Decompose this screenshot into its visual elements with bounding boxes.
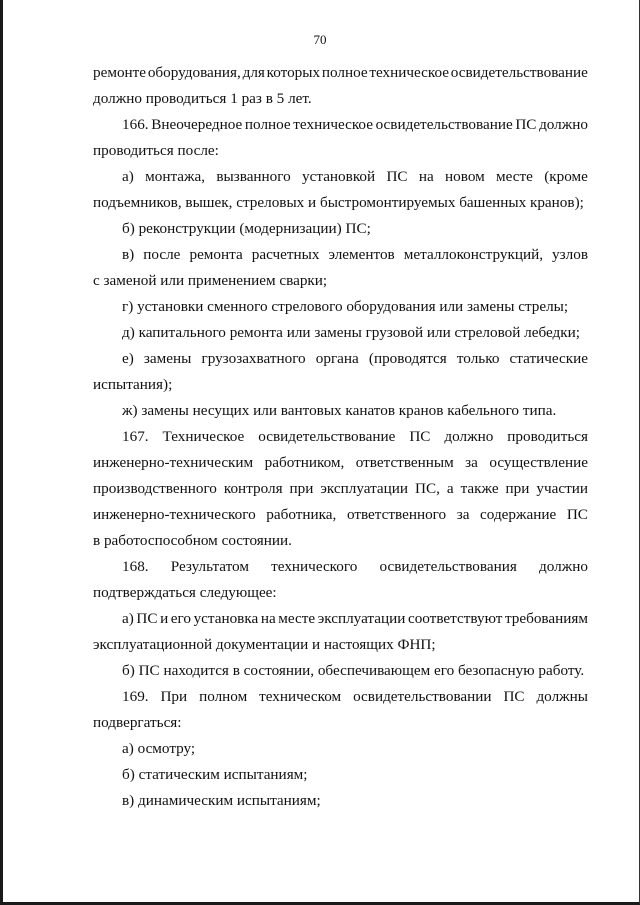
word: на: [260, 610, 276, 627]
text-line: в) динамическим испытаниям;: [122, 792, 321, 809]
word: техническом: [259, 688, 342, 705]
word: освидетельствование: [450, 64, 588, 81]
word: инженерно-техническим: [93, 454, 254, 471]
word: за: [465, 454, 478, 471]
word: оборудования,: [147, 64, 241, 81]
word: его: [170, 610, 191, 627]
text-line: в работоспособном состоянии.: [93, 532, 292, 549]
word: инженерно-технического: [93, 506, 256, 523]
word: и: [160, 610, 169, 627]
word: 166.: [122, 116, 149, 133]
word: также: [460, 480, 499, 497]
word: расчетных: [251, 246, 320, 263]
word: которых: [266, 64, 321, 81]
word: работником,: [264, 454, 345, 471]
word: ПС: [409, 428, 431, 445]
word: статические: [509, 350, 588, 367]
word: месте: [496, 168, 533, 185]
word: участии: [536, 480, 588, 497]
word: освидетельствование: [375, 116, 513, 133]
word: (проводятся: [368, 350, 447, 367]
word: Техническое: [162, 428, 245, 445]
word: а): [122, 168, 134, 185]
word: освидетельствовании: [353, 688, 492, 705]
word: ПС: [136, 610, 158, 627]
word: органа: [315, 350, 359, 367]
word: ПС: [503, 688, 525, 705]
word: ПС,: [414, 480, 440, 497]
text-line: подтверждаться следующее:: [93, 584, 277, 601]
text-line: б) реконструкции (модернизации) ПС;: [122, 220, 371, 237]
text-line: испытания);: [93, 376, 173, 393]
word: проводиться: [507, 428, 588, 445]
word: Внеочередное: [151, 116, 243, 133]
word: контроля: [223, 480, 283, 497]
word: эксплуатации: [317, 610, 406, 627]
text-line: подвергаться:: [93, 714, 182, 731]
word: должно: [444, 428, 494, 445]
word: 168.: [122, 558, 149, 575]
word: полном: [199, 688, 248, 705]
text-line: б) статическим испытаниям;: [122, 766, 308, 783]
text-line: г) установки сменного стрелового оборудования или замены стрелы;: [122, 298, 569, 315]
word: установка: [193, 610, 259, 627]
text-line: ж) замены несущих или вантовых канатов кранов кабельного типа.: [122, 402, 557, 419]
word: узлов: [552, 246, 588, 263]
word: ПС: [386, 168, 408, 185]
word: полное: [244, 116, 291, 133]
word: при: [289, 480, 314, 497]
text-line: [93, 684, 588, 710]
word: грузозахватного: [201, 350, 306, 367]
word: месте: [278, 610, 316, 627]
text-line: [93, 554, 588, 580]
word: только: [456, 350, 500, 367]
word: работника,: [266, 506, 337, 523]
word: на: [418, 168, 434, 185]
text-line: [93, 112, 588, 138]
word: в): [122, 246, 135, 263]
text-line: [93, 450, 588, 476]
word: При: [160, 688, 188, 705]
text-line: [93, 606, 588, 632]
word: должны: [536, 688, 588, 705]
word: замены: [143, 350, 192, 367]
word: соответствуют: [407, 610, 503, 627]
word: эксплуатации: [320, 480, 409, 497]
word: освидетельствования: [379, 558, 517, 575]
word: техническое: [369, 64, 450, 81]
word: технического: [271, 558, 358, 575]
word: за: [456, 506, 470, 523]
text-line: [93, 164, 588, 190]
text-line: д) капитального ремонта или замены грузовой или стреловой лебедки;: [122, 324, 581, 341]
word: а): [122, 610, 134, 627]
word: металлоконструкций,: [403, 246, 544, 263]
word: освидетельствование: [258, 428, 396, 445]
word: содержание: [480, 506, 557, 523]
word: 169.: [122, 688, 149, 705]
word: 167.: [122, 428, 149, 445]
word: установкой: [302, 168, 376, 185]
word: для: [242, 64, 265, 81]
text-line: проводиться после:: [93, 142, 219, 159]
text-line: [93, 60, 588, 86]
word: должно: [539, 116, 588, 133]
text-line: [93, 424, 588, 450]
word: е): [122, 350, 134, 367]
word: требованиям: [504, 610, 588, 627]
text-line: а) осмотру;: [122, 740, 196, 757]
text-line: [93, 502, 588, 528]
word: новом: [445, 168, 485, 185]
text-line: б) ПС находится в состоянии, обеспечивающем его безопасную работу.: [122, 662, 585, 679]
word: ответственного: [346, 506, 447, 523]
text-line: [93, 476, 588, 502]
word: производственного: [93, 480, 217, 497]
text-line: с заменой или применением сварки;: [93, 272, 328, 289]
word: ПС: [566, 506, 588, 523]
word: при: [505, 480, 530, 497]
word: Результатом: [170, 558, 249, 575]
word: вызванного: [216, 168, 291, 185]
word: ремонте: [93, 64, 147, 81]
word: ремонта: [189, 246, 243, 263]
page-number: 70: [313, 32, 327, 47]
word: должно: [539, 558, 588, 575]
word: осуществление: [489, 454, 588, 471]
text-line: [93, 242, 588, 268]
word: после: [143, 246, 181, 263]
text-line: должно проводиться 1 раз в 5 лет.: [93, 90, 312, 107]
word: элементов: [328, 246, 395, 263]
text-line: эксплуатационной документации и настоящих ФНП;: [93, 636, 436, 653]
word: полное: [321, 64, 368, 81]
word: монтажа,: [145, 168, 206, 185]
text-line: [93, 346, 588, 372]
word: техническое: [293, 116, 373, 133]
word: ПС: [515, 116, 537, 133]
word: ответственным: [355, 454, 454, 471]
word: а: [446, 480, 454, 497]
word: (кроме: [544, 168, 588, 185]
text-line: подъемников, вышек, стреловых и быстромонтируемых башенных кранов);: [93, 194, 584, 211]
